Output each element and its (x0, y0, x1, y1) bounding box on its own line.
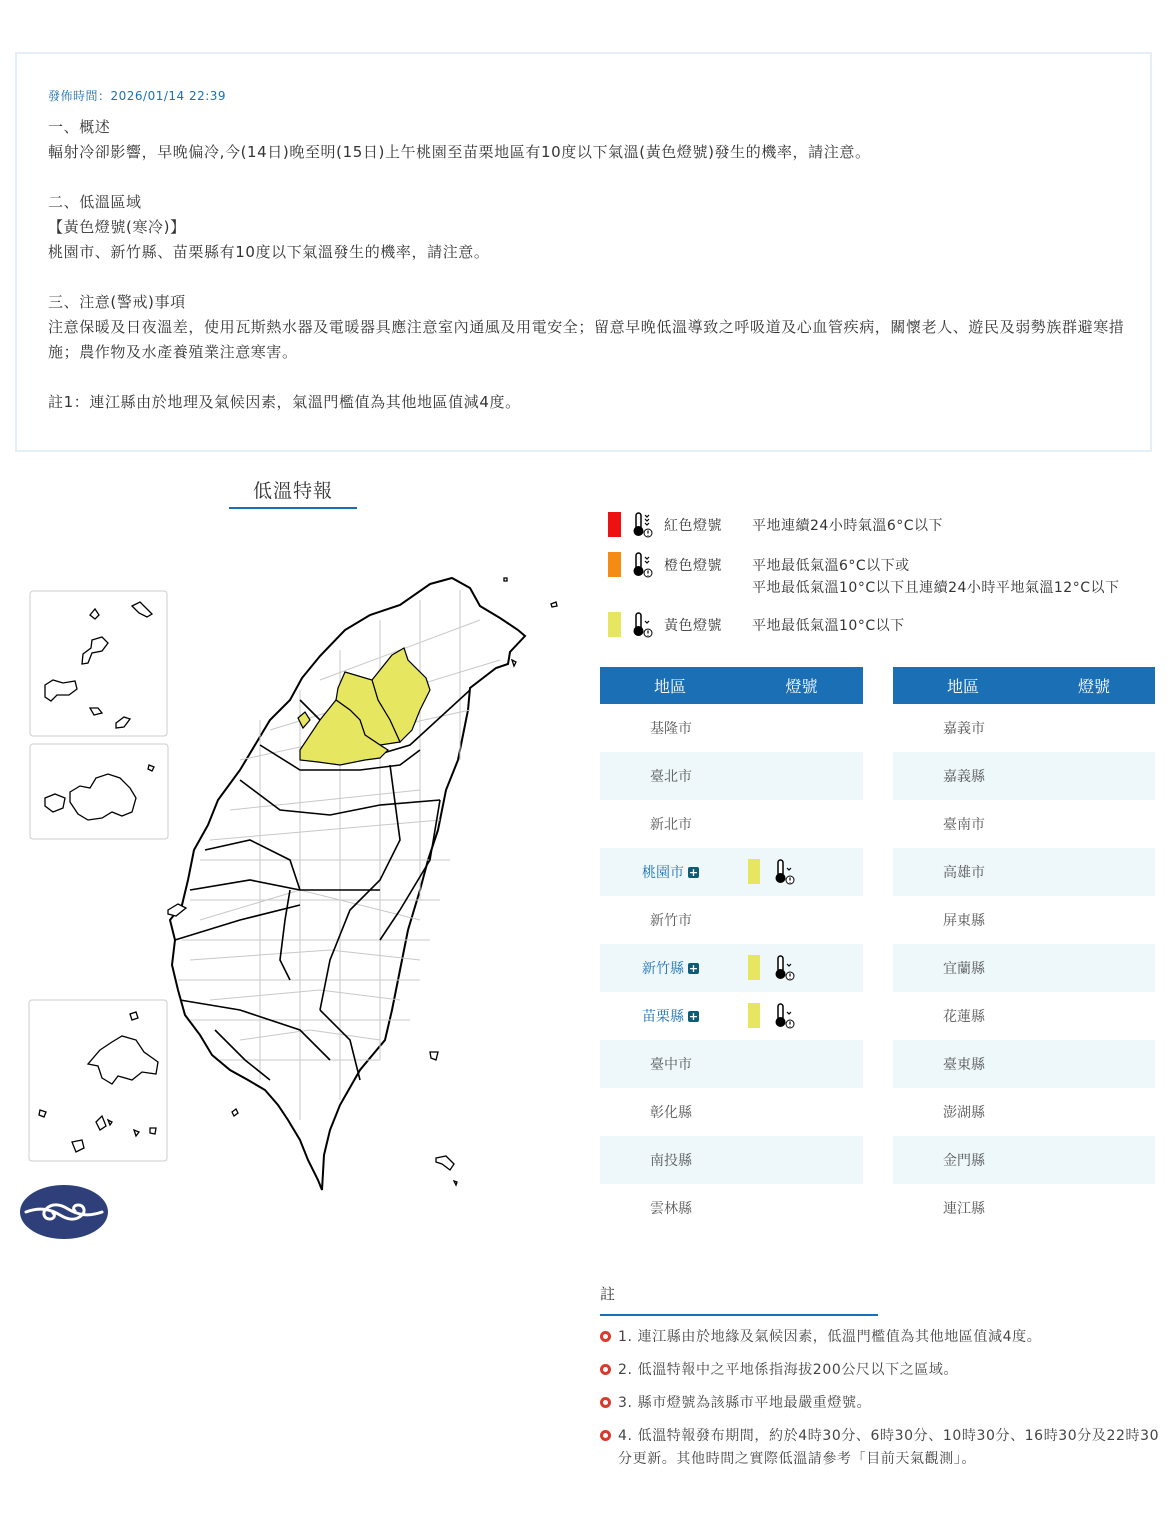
lamp-cell (1033, 1088, 1155, 1136)
legend-desc-orange-line2: 平地最低氣溫10°C以下且連續24小時平地氣溫12°C以下 (752, 580, 1120, 596)
region-cell (893, 896, 1033, 944)
region-cell[interactable] (600, 992, 740, 1040)
legend-desc-red (752, 515, 943, 537)
table-row (893, 992, 1155, 1040)
notes-title: 註 (600, 1283, 878, 1316)
region-name[interactable]: 新竹縣 (642, 961, 684, 977)
lamp-cell (1033, 1136, 1155, 1184)
lamp-swatch-yellow (748, 955, 760, 980)
lamp-cell (1033, 944, 1155, 992)
region-cell (893, 944, 1033, 992)
region-cell (893, 1136, 1033, 1184)
taiwan-warning-map (0, 560, 580, 1260)
inset-matsu (29, 1000, 167, 1161)
cwa-logo (20, 1185, 108, 1239)
lamp-cell (740, 1136, 863, 1184)
region-name: 宜蘭縣 (943, 961, 985, 977)
region-name: 臺南市 (943, 817, 985, 833)
lamp-cell (740, 1040, 863, 1088)
thermometer-red-icon (630, 511, 654, 539)
note-item (600, 1359, 1160, 1382)
table-row (600, 800, 863, 848)
region-cell (600, 1088, 740, 1136)
region-table-left (600, 667, 863, 1232)
lamp-cell (1033, 992, 1155, 1040)
table-row (893, 848, 1155, 896)
table-row (600, 752, 863, 800)
table-row (600, 992, 863, 1040)
region-name: 雲林縣 (650, 1201, 692, 1217)
legend-desc-yellow-line1: 平地最低氣溫10°C以下 (752, 618, 905, 634)
table-row (893, 944, 1155, 992)
region-cell[interactable] (600, 848, 740, 896)
expand-plus-icon[interactable]: + (688, 1010, 699, 1023)
thermometer-yellow-icon (630, 611, 654, 639)
table-row (893, 800, 1155, 848)
section-overview-text: 輻射冷卻影響，早晚偏冷,今(14日)晚至明(15日)上午桃園至苗栗地區有10度以下氣溫(黃色燈號)發生的機率，請注意。 (48, 143, 871, 161)
legend-swatch-red (608, 512, 621, 537)
table-row (600, 704, 863, 752)
lamp-cell (740, 848, 863, 896)
lamp-cell (740, 944, 863, 992)
table-row (600, 848, 863, 896)
lamp-cell (740, 896, 863, 944)
note-item (600, 1326, 1160, 1349)
thermometer-yellow-icon (772, 954, 796, 982)
region-name: 連江縣 (943, 1201, 985, 1217)
bullet-icon (600, 1430, 611, 1441)
table-row (600, 896, 863, 944)
legend-desc-red-line1: 平地連續24小時氣溫6°C以下 (752, 518, 943, 534)
map-title: 低溫特報 (229, 476, 357, 509)
lamp-cell (1033, 896, 1155, 944)
section-area-subtitle: 【黃色燈號(寒冷)】 (48, 218, 186, 236)
legend-name-orange: 橙色燈號 (664, 558, 722, 574)
region-name: 臺北市 (650, 769, 692, 785)
lamp-cell (1033, 1184, 1155, 1232)
region-cell (893, 1184, 1033, 1232)
table-row (893, 896, 1155, 944)
region-cell (893, 1040, 1033, 1088)
region-name[interactable]: 苗栗縣 (642, 1009, 684, 1025)
table-row (893, 1184, 1155, 1232)
table-row (600, 1088, 863, 1136)
note-text: 2. 低溫特報中之平地係指海拔200公尺以下之區域。 (618, 1362, 959, 1378)
region-name: 基隆市 (650, 721, 692, 737)
lamp-indicator (750, 944, 810, 992)
table-row (600, 1184, 863, 1232)
thermometer-yellow-icon (772, 858, 796, 886)
region-name: 高雄市 (943, 865, 985, 881)
table-row (893, 752, 1155, 800)
col-header-lamp: 燈號 (1033, 667, 1155, 704)
legend-swatch-orange (608, 552, 621, 577)
legend-name-yellow: 黃色燈號 (664, 618, 722, 634)
region-cell[interactable] (600, 944, 740, 992)
lamp-cell (1033, 704, 1155, 752)
lamp-cell (740, 800, 863, 848)
region-name: 南投縣 (650, 1153, 692, 1169)
table-row (893, 1088, 1155, 1136)
col-header-lamp: 燈號 (740, 667, 863, 704)
region-cell (893, 800, 1033, 848)
region-cell (893, 992, 1033, 1040)
section-precaution-title: 三、注意(警戒)事項 (48, 293, 186, 311)
bulletin-text (48, 115, 1128, 415)
bullet-icon (600, 1331, 611, 1342)
table-row (893, 704, 1155, 752)
region-name: 新竹市 (650, 913, 692, 929)
legend-desc-orange (752, 555, 1120, 599)
lamp-cell (1033, 848, 1155, 896)
note-text: 3. 縣市燈號為該縣市平地最嚴重燈號。 (618, 1395, 872, 1411)
table-row (600, 944, 863, 992)
region-name: 花蓮縣 (943, 1009, 985, 1025)
legend-yellow (608, 610, 1168, 640)
section-overview-title: 一、概述 (48, 118, 111, 136)
region-name: 新北市 (650, 817, 692, 833)
region-name[interactable]: 桃園市 (642, 865, 684, 881)
note-text: 1. 連江縣由於地緣及氣候因素，低溫門檻值為其他地區值減4度。 (618, 1329, 1042, 1345)
region-name: 臺東縣 (943, 1057, 985, 1073)
region-cell (893, 1088, 1033, 1136)
legend-desc-orange-line1: 平地最低氣溫6°C以下或 (752, 558, 910, 574)
note-item (600, 1392, 1160, 1415)
region-name: 彰化縣 (650, 1105, 692, 1121)
region-name: 金門縣 (943, 1153, 985, 1169)
bulletin-panel (15, 52, 1152, 452)
region-name: 嘉義市 (943, 721, 985, 737)
region-name: 嘉義縣 (943, 769, 985, 785)
bullet-icon (600, 1364, 611, 1375)
region-cell (600, 1040, 740, 1088)
lamp-cell (740, 1184, 863, 1232)
legend-name-red: 紅色燈號 (664, 518, 722, 534)
section-precaution-text: 注意保暖及日夜溫差，使用瓦斯熱水器及電暖器具應注意室內通風及用電安全；留意早晚低溫導致之呼吸道及心血管疾病，關懷老人、遊民及弱勢族群避寒措施；農作物及水產養殖業注意寒害。 (48, 318, 1125, 361)
region-name: 澎湖縣 (943, 1105, 985, 1121)
region-cell (600, 752, 740, 800)
bulletin-note: 註1：連江縣由於地理及氣候因素，氣溫門檻值為其他地區值減4度。 (48, 393, 521, 411)
legend-swatch-yellow (608, 612, 621, 637)
table-row (893, 1136, 1155, 1184)
lamp-cell (1033, 800, 1155, 848)
legend-desc-yellow (752, 615, 905, 637)
col-header-region: 地區 (893, 667, 1033, 704)
bullet-icon (600, 1397, 611, 1408)
expand-plus-icon[interactable]: + (688, 866, 699, 879)
lamp-cell (740, 704, 863, 752)
region-name: 臺中市 (650, 1057, 692, 1073)
region-cell (600, 704, 740, 752)
thermometer-orange-icon (630, 551, 654, 579)
lamp-cell (740, 752, 863, 800)
taiwan-main-island (168, 578, 557, 1190)
note-item (600, 1425, 1160, 1471)
thermometer-yellow-icon (772, 1002, 796, 1030)
note-text: 4. 低溫特報發布期間，約於4時30分、6時30分、10時30分、16時30分及22時30分更新。其他時間之實際低溫請參考「目前天氣觀測」。 (618, 1428, 1160, 1467)
legend-red (608, 510, 1168, 540)
issue-time: 發佈時間：2026/01/14 22:39 (48, 89, 227, 103)
lamp-swatch-yellow (748, 1003, 760, 1028)
expand-plus-icon[interactable]: + (688, 962, 699, 975)
region-cell (600, 896, 740, 944)
region-cell (893, 848, 1033, 896)
lamp-indicator (750, 992, 810, 1040)
region-table-right (893, 667, 1155, 1232)
legend-orange (608, 550, 1168, 596)
region-name: 屏東縣 (943, 913, 985, 929)
lamp-cell (1033, 1040, 1155, 1088)
region-cell (600, 1136, 740, 1184)
lamp-cell (1033, 752, 1155, 800)
lamp-indicator (750, 848, 810, 896)
section-area-text: 桃園市、新竹縣、苗栗縣有10度以下氣溫發生的機率，請注意。 (48, 243, 490, 261)
table-row (893, 1040, 1155, 1088)
lamp-swatch-yellow (748, 859, 760, 884)
lamp-cell (740, 1088, 863, 1136)
section-area-title: 二、低溫區域 (48, 193, 142, 211)
region-cell (893, 704, 1033, 752)
region-cell (893, 752, 1033, 800)
region-cell (600, 1184, 740, 1232)
region-cell (600, 800, 740, 848)
table-row (600, 1136, 863, 1184)
table-row (600, 1040, 863, 1088)
lamp-cell (740, 992, 863, 1040)
notes-list (600, 1326, 1160, 1481)
col-header-region: 地區 (600, 667, 740, 704)
